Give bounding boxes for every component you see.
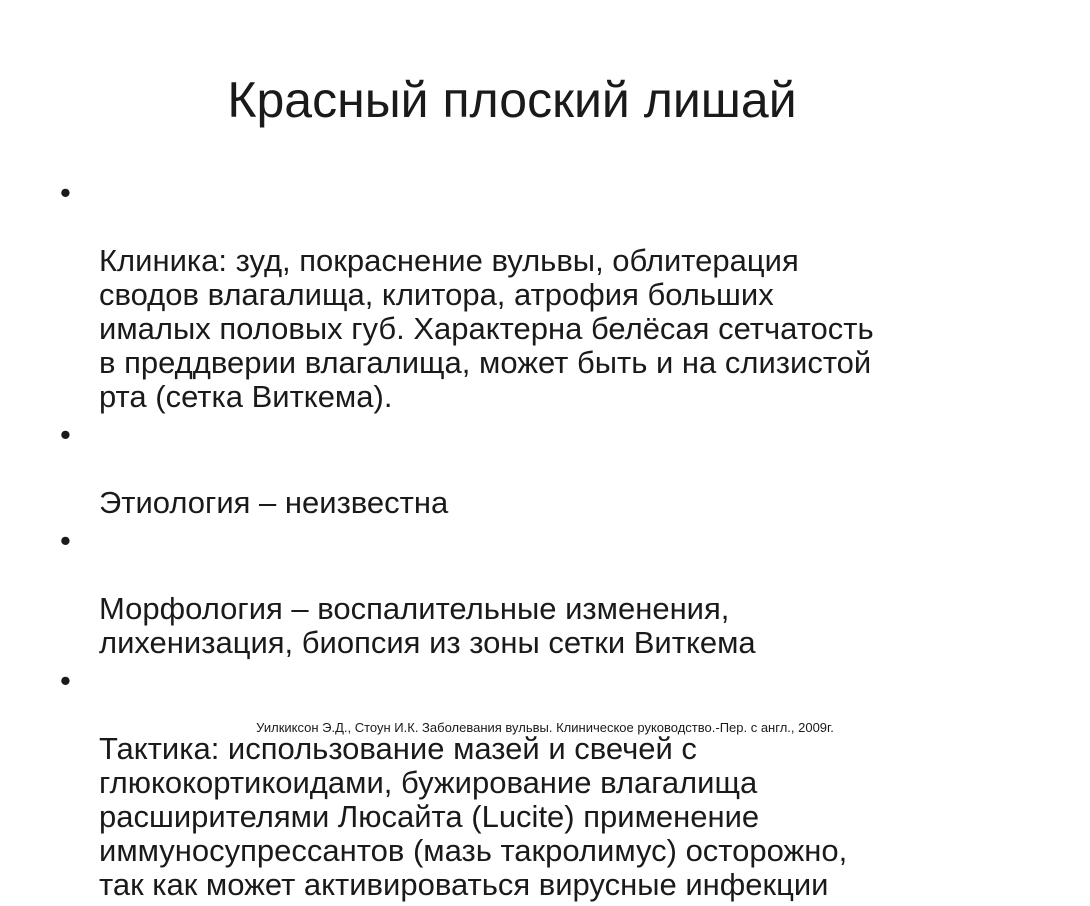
bullet-mark: • [60, 663, 71, 698]
bullet-item-tactics [60, 664, 980, 902]
bullet-mark: • [60, 523, 71, 558]
bullet-text: Этиология – неизвестна [99, 485, 449, 520]
bullet-text: Тактика: использование мазей и свечей с глюкокортикоидами, бужирование влагалища расширителями Люсайта (Lucite) применение иммуносупрессантов (мазь такролимус) осторожно, так как может активироваться вирусные инфекции [99, 731, 848, 902]
slide-title: Красный плоский лишай [227, 72, 797, 128]
bullet-item-etiology [60, 418, 980, 520]
reference-footnote: Уилкиксон Э.Д., Стоун И.К. Заболевания вульвы. Клиническое руководство.-Пер. с англ., 2009г. [256, 720, 834, 735]
bullet-item-clinic [60, 176, 980, 414]
bullet-text: Клиника: зуд, покраснение вульвы, облитерация сводов влагалища, клитора, атрофия больших ималых половых губ. Характерна белёсая сетчатость в преддверии влагалища, может быть и на слизистой рта (сетка Виткема). [99, 243, 874, 414]
bullet-mark: • [60, 417, 71, 452]
bullet-list [60, 176, 980, 906]
bullet-text: Морфология – воспалительные изменения, лихенизация, биопсия из зоны сетки Виткема [99, 591, 756, 660]
bullet-mark: • [60, 175, 71, 210]
bullet-item-morphology [60, 524, 980, 660]
